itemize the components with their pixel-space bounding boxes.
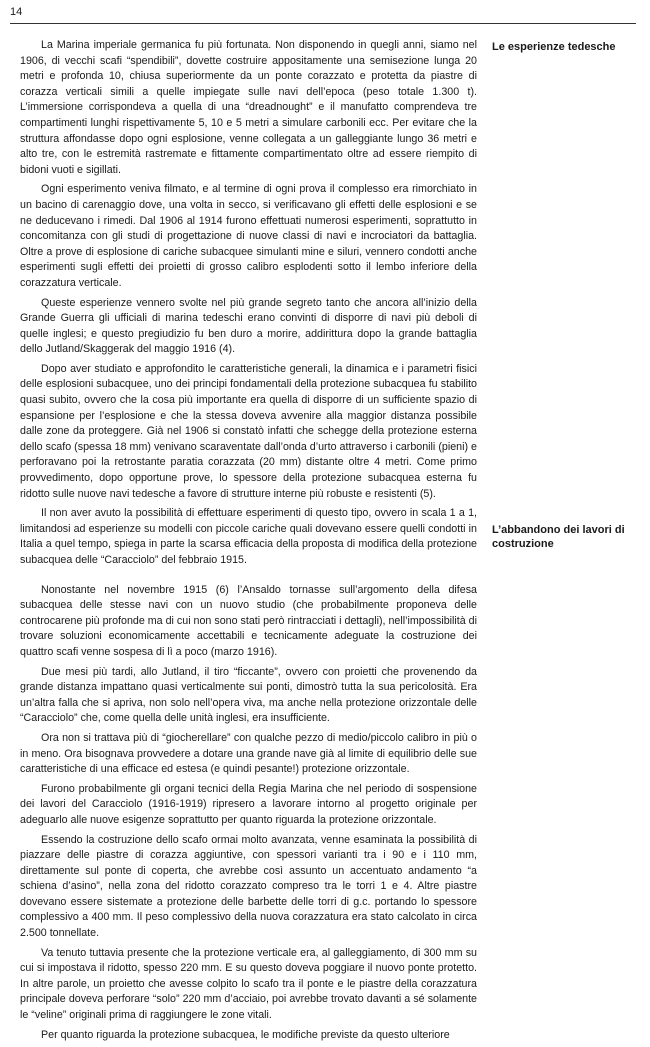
body-paragraph: Dopo aver studiato e approfondito le caratteristiche generali, la dinamica e i parametri fisici delle esplosioni subacquee, uno dei principi fondamentali della protezione subacquea fu stabilito quasi subito, ovvero che la cosa più importante era quella di disporre di un sufficiente spazio di espansione per l’esplosione e che la stessa doveva avvenire alla maggior distanza possibile dalle zone da proteggere. Già nel 1906 si constatò infatti che schegge della protezione esterna dello scafo (spessa 18 mm) venivano scaraventate dall’onda d’urto attraverso i carbonili (pieni) e perforavano poi la retrostante paratia corazzata (20 mm) distante oltre 4 metri. Come primo provvedimento, dopo opportune prove, lo spessore della protezione subacquea esterna fu ridotto sulle nuove navi tedesche a favore di strutture interne più robuste e resistenti (5). [20, 362, 477, 500]
body-paragraph: La Marina imperiale germanica fu più fortunata. Non disponendo in quegli anni, siamo nel 1906, di vecchi scafi “spendibili”, dovette costruire appositamente una semisezione lunga 20 metri e profonda 10, chiusa superiormente da un ponte corazzato e protetta da piastre di corazza verticali simili a quelle impiegate sulle navi dell’epoca (peso totale 1.300 t). L’immersione corrispondeva a quella di una “dreadnought” e il manufatto comprendeva tre compartimenti lunghi rispettivamente 5, 10 e 5 metri a simulare carbonili ecc. Per evitare che la struttura affondasse dopo ogni esplosione, venne collegata a un galleggiante lungo 36 metri e alto tre, con le estremità rastremate e fittamente compartimentato oltre ad essere riempito di bidoni vuoti e sigillati. [20, 39, 477, 176]
side-heading-german-experiments: Le esperienze tedesche [492, 41, 616, 53]
body-paragraph: Essendo la costruzione dello scafo ormai molto avanzata, venne esaminata la possibilità di piazzare delle piastre di corazza aggiuntive, con spessori varianti tra i 90 e i 110 mm, direttamente sul ponte di coperta, che avrebbe così assunto un accentuato andamento “a schiena d’asino”, nella zona del ridotto corazzato compreso tra le torri 1 e 4. Altre piastre dovevano essere sistemate a protezione delle barbette delle torri di g.c. portando lo spessore complessivo a 400 mm. Il peso complessivo della nuova corazzatura era stato calcolato in circa 2.500 tonnellate. [20, 833, 477, 940]
body-paragraph: Furono probabilmente gli organi tecnici della Regia Marina che nel periodo di sospensione dei lavori del Caracciolo (1916-1919) ripresero a lavorare intorno al progetto originale per adeguarlo alle nuove esigenze soprattutto per quanto riguarda la protezione orizzontale. [20, 782, 477, 826]
body-paragraph: Va tenuto tuttavia presente che la protezione verticale era, al galleggiamento, di 300 mm su cui si impostava il ridotto, spesso 220 mm. E su questo doveva poggiare il nuovo ponte protetto. In altre parole, un proietto che avesse colpito lo scafo tra il ponte e le piastre della corazzatura principale doveva perforare “solo” 220 mm d’acciaio, poi avrebbe trovato davanti a sé solamente le “veline” originali prima di raggiungere le zone vitali. [20, 946, 477, 1022]
side-heading-construction-abandoned: L’abbandono dei lavori di costruzione [492, 524, 625, 550]
body-text-column [20, 38, 477, 1047]
page-number: 14 [10, 6, 23, 18]
body-paragraph: Per quanto riguarda la protezione subacquea, le modifiche previste da questo ulteriore [41, 1028, 450, 1041]
body-paragraph: Ora non si trattava più di “giocherellare” con qualche pezzo di medio/piccolo calibro in più o in meno. Ora bisognava provvedere a dotare una grande nave già al limite di equilibrio delle sue caratteristiche di una efficace ed estesa (e quindi pesante!) protezione orizzontale. [20, 731, 477, 776]
body-paragraph: Due mesi più tardi, allo Jutland, il tiro “ficcante”, ovvero con proietti che provenendo da grande distanza impattano quasi verticalmente sui ponti, dimostrò tutta la sua pericolosità. Era un’altra falla che si apriva, non solo nell’opera viva, ma anche nella protezione orizzontale delle “Caracciolo” che, come quella delle unità inglesi, era insufficiente. [20, 665, 477, 725]
body-paragraph: Il non aver avuto la possibilità di effettuare esperimenti di questo tipo, ovvero in scala 1 a 1, limitandosi ad esperienze su modelli con piccole cariche quali dovevano essere quelli condotti in Italia a quel tempo, spiega in parte la scarsa efficacia della proposta di modifica della protezione subacquea delle “Caracciolo” del febbraio 1915. [20, 507, 477, 566]
header-rule [10, 23, 636, 24]
section-break [20, 573, 477, 583]
body-paragraph: Queste esperienze vennero svolte nel più grande segreto tanto che ancora all’inizio della Grande Guerra gli ufficiali di marina tedeschi erano convinti di disporre di navi più deboli di quelle inglesi; e questo pregiudizio fu ben duro a morire, addirittura dopo la grande battaglia dello Jutland/Skaggerak del maggio 1916 (4). [20, 296, 477, 356]
body-paragraph: Nonostante nel novembre 1915 (6) l’Ansaldo tornasse sull’argomento della difesa subacquea delle stesse navi con un nuovo studio (che probabilmente proponeva delle controcarene più profonde ma di cui non sono stati però rintracciati i dettagli), nell’impossibilità di trovare soluzioni economicamente accettabili e tecnicamente adeguate la costruzione dei quattro scafi venne sospesa di lì a poco (marzo 1916). [20, 583, 477, 658]
body-paragraph: Ogni esperimento veniva filmato, e al termine di ogni prova il complesso era rimorchiato in un bacino di carenaggio dove, una volta in secco, si verificavano gli effetti delle esplosioni e se ne deducevano i rimedi. Dal 1906 al 1914 furono effettuati numerosi esperimenti, soprattutto in concomitanza con gli studi di progettazione di nuove classi di navi e incrociatori da battaglia. Oltre a prove di esplosione di cariche subacquee simulanti mine e siluri, vennero condotti anche esperimenti sugli effetti dei proietti di grosso calibro esplodenti sotto il lembo inferiore della corazzatura verticale. [20, 183, 477, 289]
